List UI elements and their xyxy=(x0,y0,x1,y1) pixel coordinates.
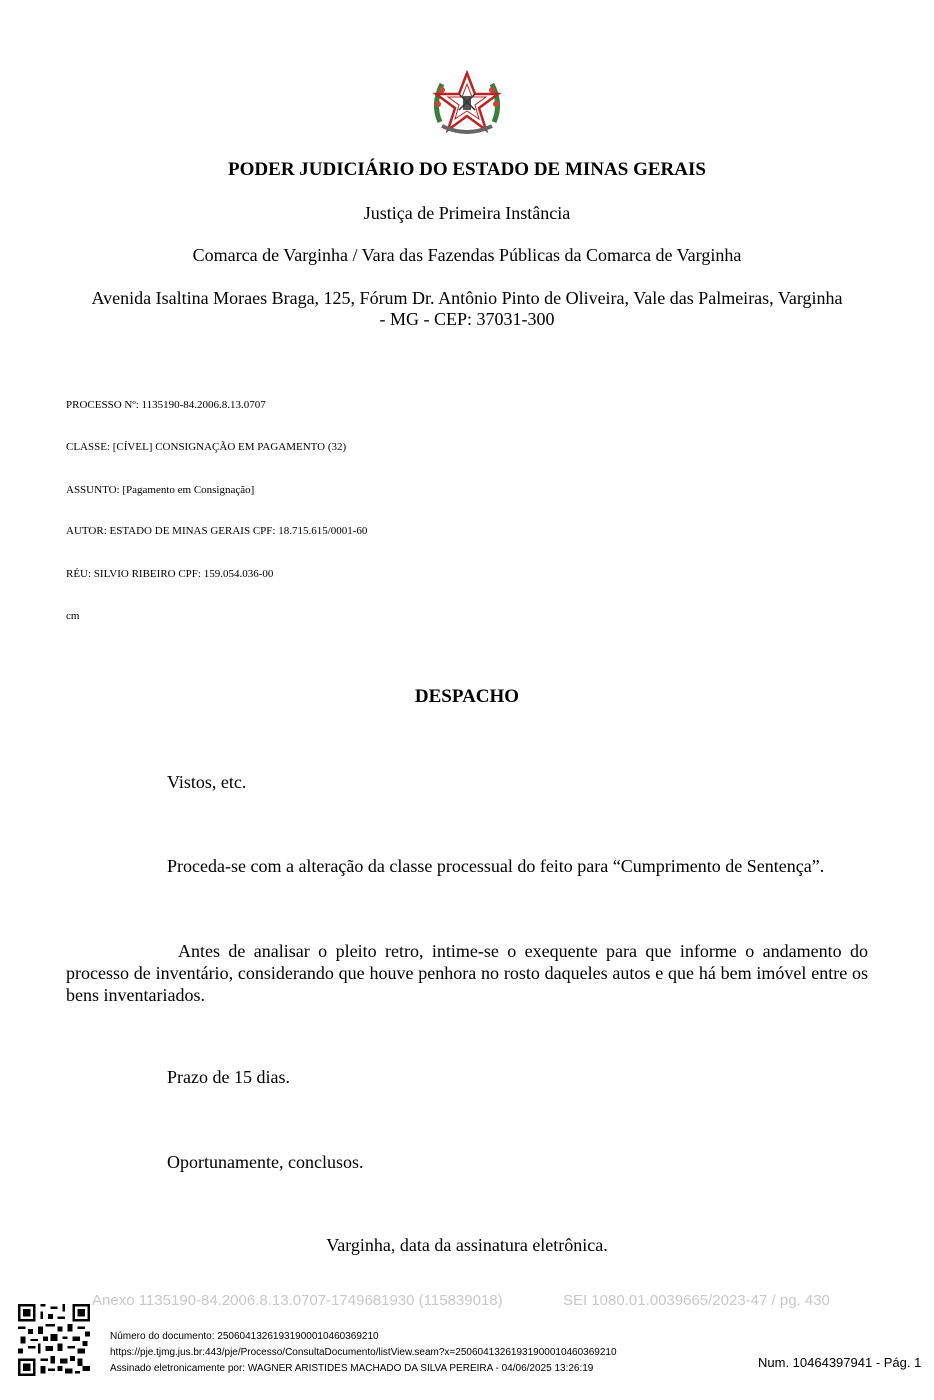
address-line-2: - MG - CEP: 37031-300 xyxy=(379,309,555,329)
paragraph-deadline: Prazo de 15 dias. xyxy=(167,1067,290,1087)
paragraph-vistos: Vistos, etc. xyxy=(167,772,247,792)
annex-reference: Anexo 1135190-84.2006.8.13.0707-1749681930 (115839018) xyxy=(92,1292,503,1309)
paragraph-conclusos: Oportunamente, conclusos. xyxy=(167,1152,364,1172)
paragraph-class-change: Proceda-se com a alteração da classe processual do feito para “Cumprimento de Sentença”. xyxy=(167,856,825,876)
instance-line: Justiça de Primeira Instância xyxy=(363,203,571,223)
address-line-1: Avenida Isaltina Moraes Braga, 125, Fórum Dr. Antônio Pinto de Oliveira, Vale das Palmeiras, Varginha xyxy=(91,288,843,308)
state-emblem-logo xyxy=(428,70,506,138)
case-subject: ASSUNTO: [Pagamento em Consignação] xyxy=(66,484,255,496)
qr-code-icon xyxy=(18,1304,90,1376)
document-heading: DESPACHO xyxy=(414,686,520,707)
case-extra-note: cm xyxy=(66,610,80,622)
closing-line: Varginha, data da assinatura eletrônica. xyxy=(326,1235,608,1255)
paragraph-inventory: Antes de analisar o pleito retro, intime-se o exequente para que informe o andamento do processo de inventário, considerando que houve penhora no rosto daqueles autos e que há bem imóvel entre os bens inventariados. xyxy=(66,941,868,1005)
signature-line: Assinado eletronicamente por: WAGNER ARISTIDES MACHADO DA SILVA PEREIRA - 04/06/2025 13:26:19 xyxy=(110,1363,594,1374)
court-title: PODER JUDICIÁRIO DO ESTADO DE MINAS GERAIS xyxy=(228,159,706,180)
document-number: Número do documento: 25060413261931900010460369210 xyxy=(110,1331,379,1342)
case-class: CLASSE: [CÍVEL] CONSIGNAÇÃO EM PAGAMENTO (32) xyxy=(66,441,347,453)
document-url-link[interactable]: https://pje.tjmg.jus.br:443/pje/Processo/ConsultaDocumento/listView.seam?x=25060413261931900010460369210 xyxy=(110,1347,617,1358)
comarca-line: Comarca de Varginha / Vara das Fazendas Públicas da Comarca de Varginha xyxy=(192,245,742,265)
case-author: AUTOR: ESTADO DE MINAS GERAIS CPF: 18.715.615/0001-60 xyxy=(66,525,368,537)
case-defendant: RÉU: SILVIO RIBEIRO CPF: 159.054.036-00 xyxy=(66,568,274,580)
case-number: PROCESSO Nº: 1135190-84.2006.8.13.0707 xyxy=(66,399,266,411)
page-number: Num. 10464397941 - Pág. 1 xyxy=(758,1355,922,1370)
sei-reference: SEI 1080.01.0039665/2023-47 / pg. 430 xyxy=(563,1292,830,1309)
